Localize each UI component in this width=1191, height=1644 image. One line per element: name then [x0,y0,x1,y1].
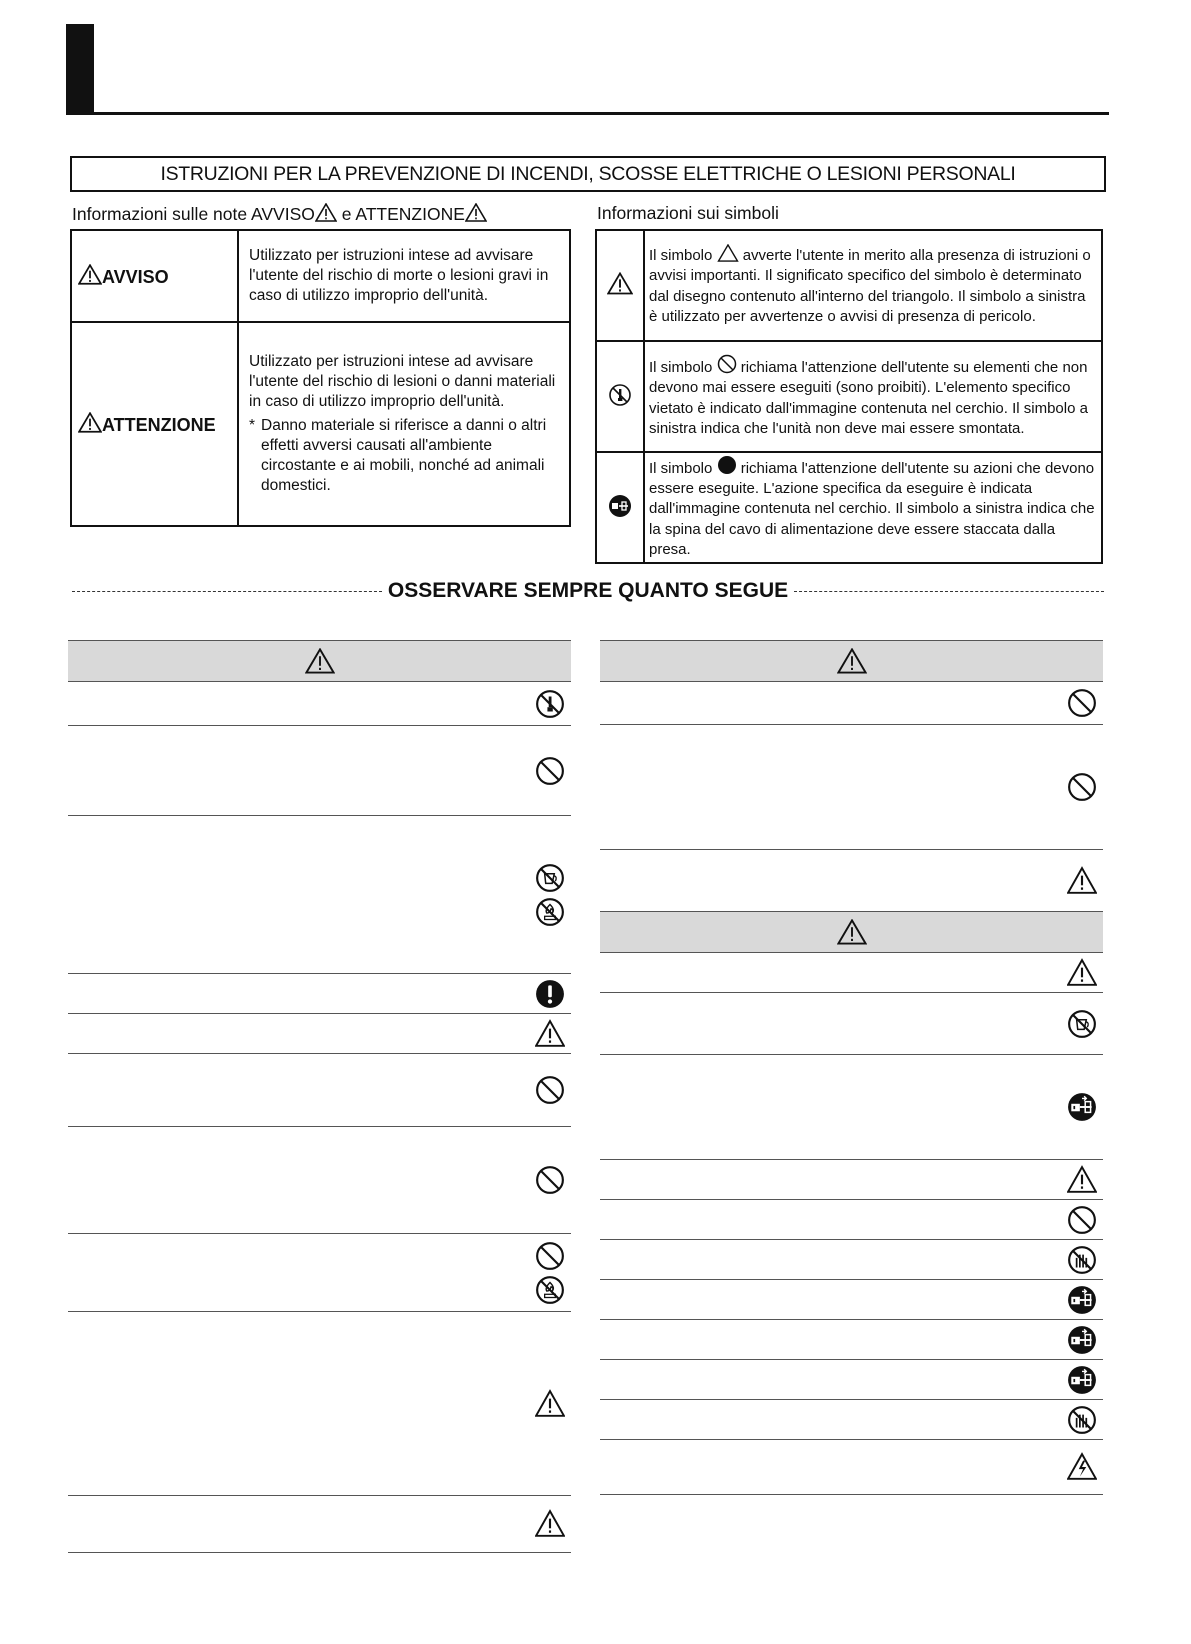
chapter-tab [66,24,94,114]
caution-triangle-icon [465,203,487,222]
prohibited-icon [535,1165,565,1195]
triangle-outline-icon [717,244,739,262]
warning-row [600,1320,1103,1360]
warning-row [600,1055,1103,1160]
warning-row [68,1127,571,1234]
attenzione-description: Utilizzato per istruzioni intese ad avvisare l'utente del rischio di lesioni o danni materiali in caso di utilizzo improprio dell'unità. * Danno materiale si riferisce a danni o altri effetti avversi causati all'ambiente circostante e ai mobili, nonché ad animali domestici. [238,322,570,526]
warning-row [68,1312,571,1496]
row-icons [1067,1325,1097,1355]
right-rows-bottom [600,953,1103,1495]
warning-row [600,1240,1103,1280]
page-title-text: ISTRUZIONI PER LA PREVENZIONE DI INCENDI, SCOSSE ELETTRICHE O LESIONI PERSONALI [160,162,1016,185]
notes-row-attenzione [71,322,570,526]
unplug-icon [1067,1365,1097,1395]
no-disassemble-icon [535,689,565,719]
electric-caution-icon [1067,1452,1097,1482]
warning-row [600,1400,1103,1440]
row-icons [535,1165,565,1195]
warning-row [68,1496,571,1553]
warning-triangle-icon [305,648,335,674]
unplug-icon [1067,1285,1097,1315]
prohibited-icon [535,1075,565,1105]
symbol-row-mandatory [596,452,1102,563]
warning-triangle-icon [315,203,337,222]
prohibited-icon [1067,1205,1097,1235]
warning-row [600,725,1103,850]
row-icons [1067,1092,1097,1122]
prohibited-icon [1067,688,1097,718]
row-icons [535,1075,565,1105]
row-icons [535,756,565,786]
avviso-label-cell: AVVISO [71,230,238,322]
warning-row [600,993,1103,1055]
right-warning-column [600,640,1103,1495]
row-icons [1067,1452,1097,1482]
no-disassemble-icon [608,383,632,407]
caution-triangle-icon [78,412,102,433]
observe-title: OSSERVARE SEMPRE QUANTO SEGUE [387,579,789,602]
right-rows-top [600,682,1103,912]
warning-row [68,726,571,816]
warning-row [68,682,571,726]
row-icons [1067,866,1097,896]
page-title [70,156,1106,192]
no-touch-icon [1067,1245,1097,1275]
warning-row [68,1014,571,1054]
mandatory-icon [535,979,565,1009]
avviso-description: Utilizzato per istruzioni intese ad avvisare l'utente del rischio di morte o lesioni gravi in caso di utilizzo improprio dell'unità. [238,230,570,322]
unplug-icon [608,494,632,518]
row-icons [1067,1205,1097,1235]
prohibited-icon [535,1241,565,1271]
row-icons [535,1389,565,1419]
symbol-row-prohibited [596,341,1102,452]
notes-row-avviso [71,230,570,322]
row-icons [535,1019,565,1049]
warning-row [600,1160,1103,1200]
caution-triangle-icon [1067,958,1097,988]
no-water-icon [535,863,565,893]
row-icons [535,1509,565,1539]
caution-triangle-icon [535,1019,565,1049]
warning-triangle-icon [837,648,867,674]
caution-triangle-icon [1067,866,1097,896]
symbol-caution-text: Il simbolo avverte l'utente in merito alla presenza di istruzioni o avvisi importanti. Il significato specifico del simbolo è determinato dal disegno contenuto all'interno del triangolo. Il simbolo a sinistra è utilizzato per avvertenze o avvisi di presenza di pericolo. [644,230,1102,341]
unplug-icon [1067,1325,1097,1355]
caution-triangle-icon [837,919,867,945]
row-icons [1067,1285,1097,1315]
prohibited-icon [717,354,737,374]
row-icons [1067,772,1097,802]
row-icons [535,979,565,1009]
warning-row [68,974,571,1014]
header-rule [66,112,1109,115]
warning-triangle-icon [78,264,102,285]
caution-triangle-icon [535,1509,565,1539]
warning-row [600,953,1103,993]
row-icons [1067,1365,1097,1395]
row-icons [1067,1245,1097,1275]
attenzione-note: * Danno materiale si riferisce a danni o altri effetti avversi causati all'ambiente circostante e ai mobili, nonché ad animali domestici. [249,417,547,494]
prohibited-icon [1067,772,1097,802]
no-fire-icon [535,1275,565,1305]
warning-row [600,1440,1103,1495]
caution-triangle-icon [607,272,633,295]
filled-circle-icon [717,455,737,475]
row-icons [1067,1009,1097,1039]
notes-heading: Informazioni sulle note AVVISO e ATTENZIONE [72,203,487,225]
no-fire-icon [535,897,565,927]
row-icons [1067,1165,1097,1195]
unplug-icon [1067,1092,1097,1122]
no-water-icon [1067,1009,1097,1039]
symbols-heading: Informazioni sui simboli [597,203,779,223]
warning-row [68,1234,571,1312]
right-caution-header [600,912,1103,953]
symbols-table [595,229,1103,564]
warning-row [600,682,1103,725]
left-column-header [68,640,571,682]
warning-row [600,1360,1103,1400]
row-icons [535,863,565,927]
warning-row [600,1280,1103,1320]
notes-table [70,229,571,527]
row-icons [535,1241,565,1305]
symbol-row-caution [596,230,1102,341]
warning-row [600,850,1103,912]
right-column-header [600,640,1103,682]
observe-divider [72,578,1104,604]
row-icons [535,689,565,719]
warning-row [68,1054,571,1127]
warning-row [68,816,571,974]
attenzione-label-cell: ATTENZIONE [71,322,238,526]
left-warning-column [68,640,571,1553]
caution-triangle-icon [1067,1165,1097,1195]
no-touch-icon [1067,1405,1097,1435]
row-icons [1067,1405,1097,1435]
caution-triangle-icon [535,1389,565,1419]
warning-row [600,1200,1103,1240]
symbol-prohibited-text: Il simbolo richiama l'attenzione dell'utente su elementi che non devono mai essere eseguiti (sono proibiti). L'elemento specifico vietato è indicato dall'immagine contenuta nel cerchio. Il simbolo a sinistra indica che l'unità non deve mai essere smontata. [644,341,1102,452]
row-icons [1067,688,1097,718]
row-icons [1067,958,1097,988]
prohibited-icon [535,756,565,786]
symbol-mandatory-text: Il simbolo richiama l'attenzione dell'utente su azioni che devono essere eseguite. L'azione specifica da eseguire è indicata dall'immagine contenuta nel cerchio. Il simbolo a sinistra indica che la spina del cavo di alimentazione deve essere staccata dalla presa. [644,452,1102,563]
left-rows [68,682,571,1553]
